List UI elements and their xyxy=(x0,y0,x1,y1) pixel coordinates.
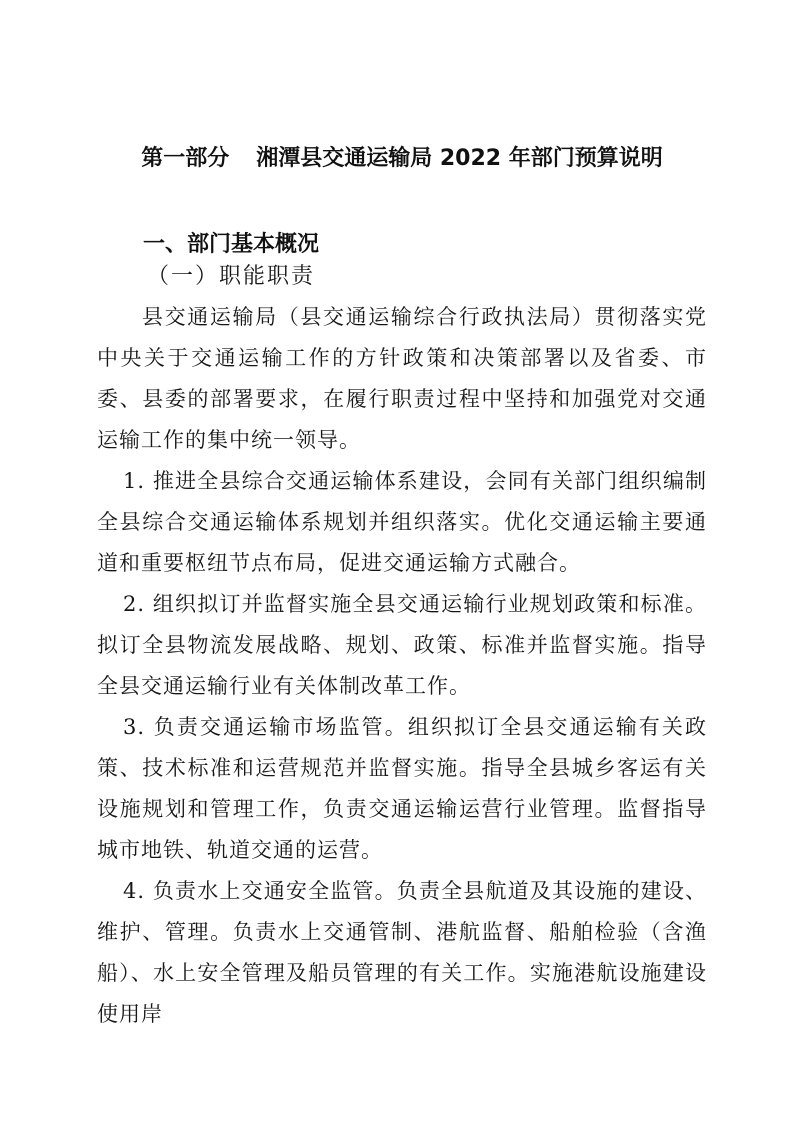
paragraph-duty-1: 1. 推进全县综合交通运输体系建设，会同有关部门组织编制全县综合交通运输体系规划并组织落实。优化交通运输主要通道和重要枢纽节点布局，促进交通运输方式融合。 xyxy=(97,469,707,575)
subsection-heading: （一）职能职责 xyxy=(147,264,316,289)
title-main-text: 湘潭县交通运输局 2022 年部门预算说明 xyxy=(256,146,663,171)
paragraph-duty-4: 4. 负责水上交通安全监管。负责全县航道及其设施的建设、维护、管理。负责水上交通管制、港航监督、船舶检验（含渔船）、水上安全管理及船员管理的有关工作。实施港航设施建设使用岸 xyxy=(97,879,707,1026)
document-title xyxy=(97,142,707,176)
title-part-label: 第一部分 xyxy=(141,146,230,171)
paragraph-duty-2: 2. 组织拟订并监督实施全县交通运输行业规划政策和标准。拟订全县物流发展战略、规划、政策、标准并监督实施。指导全县交通运输行业有关体制改革工作。 xyxy=(97,592,707,698)
section-heading: 一、部门基本概况 xyxy=(143,232,320,257)
body-text xyxy=(97,297,707,1035)
paragraph-duty-3: 3. 负责交通运输市场监管。组织拟订全县交通运输有关政策、技术标准和运营规范并监督实施。指导全县城乡客运有关设施规划和管理工作，负责交通运输运营行业管理。监督指导城市地铁、轨道交通的运营。 xyxy=(97,715,707,862)
paragraph-duties-intro: 县交通运输局（县交通运输综合行政执法局）贯彻落实党中央关于交通运输工作的方针政策和决策部署以及省委、市委、县委的部署要求，在履行职责过程中坚持和加强党对交通运输工作的集中统一领导。 xyxy=(97,305,707,452)
